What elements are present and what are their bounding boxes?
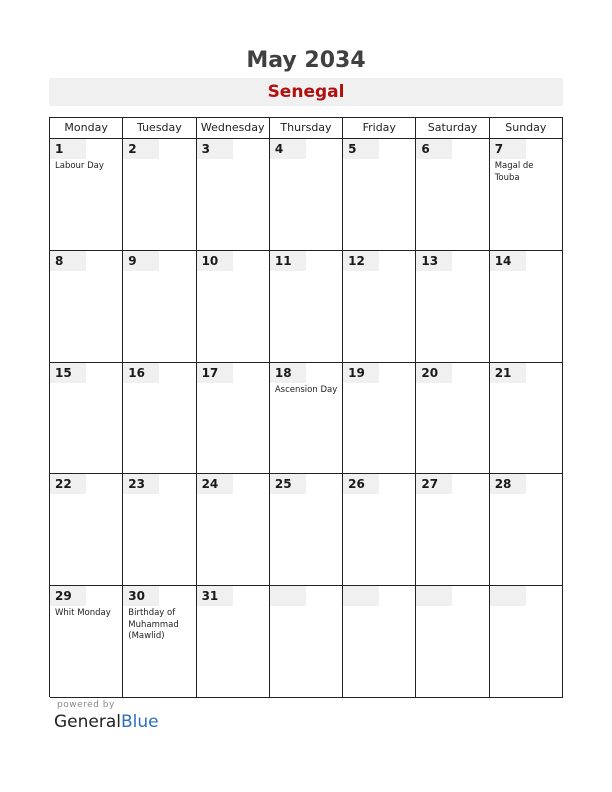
day-number: 2: [123, 139, 159, 159]
weekday-header: Saturday: [416, 118, 489, 139]
day-number: 11: [270, 251, 306, 271]
day-number: 23: [123, 474, 159, 494]
day-cell[interactable]: [123, 474, 196, 586]
day-cell[interactable]: [343, 586, 416, 698]
day-number: 8: [50, 251, 86, 271]
day-number: 28: [490, 474, 526, 494]
day-number: [270, 586, 306, 606]
day-cell[interactable]: [343, 251, 416, 363]
day-cell[interactable]: [416, 363, 489, 475]
weekday-header: Sunday: [490, 118, 563, 139]
week-row: [50, 139, 563, 251]
day-cell[interactable]: [123, 139, 196, 251]
day-cell[interactable]: [416, 586, 489, 698]
day-cell[interactable]: [416, 474, 489, 586]
day-cell[interactable]: [197, 139, 270, 251]
holiday-label: Birthday of Muhammad (Mawlid): [128, 608, 179, 642]
day-cell[interactable]: [50, 251, 123, 363]
day-number: 3: [197, 139, 233, 159]
day-number: 5: [343, 139, 379, 159]
day-cell[interactable]: [490, 586, 563, 698]
day-cell[interactable]: [490, 363, 563, 475]
country-band: [49, 78, 563, 106]
powered-by-label: powered by: [57, 700, 115, 710]
day-number: 9: [123, 251, 159, 271]
day-number: 18: [270, 363, 306, 383]
day-number: 1: [50, 139, 86, 159]
weekday-header: Wednesday: [197, 118, 270, 139]
day-cell[interactable]: [490, 474, 563, 586]
weekday-header: Monday: [50, 118, 123, 139]
day-cell[interactable]: [197, 474, 270, 586]
holiday-label: Ascension Day: [274, 384, 338, 395]
day-cell[interactable]: [270, 586, 343, 698]
day-number: 27: [416, 474, 452, 494]
day-number: 12: [343, 251, 379, 271]
generalblue-logo[interactable]: [54, 712, 159, 732]
day-number: 15: [50, 363, 86, 383]
weekday-header: Thursday: [270, 118, 343, 139]
day-number: 26: [343, 474, 379, 494]
brand-general: General: [54, 712, 121, 732]
day-number: 16: [123, 363, 159, 383]
weekday-header: Friday: [343, 118, 416, 139]
day-number: 29: [50, 586, 86, 606]
day-number: 7: [490, 139, 526, 159]
day-cell[interactable]: [490, 251, 563, 363]
day-number: 21: [490, 363, 526, 383]
day-cell[interactable]: [197, 251, 270, 363]
weekday-header-row: [50, 118, 563, 139]
day-cell[interactable]: [123, 363, 196, 475]
calendar-grid: [49, 117, 563, 697]
brand-blue: Blue: [121, 712, 159, 732]
holiday-label: Labour Day: [55, 161, 104, 171]
day-number: 13: [416, 251, 452, 271]
day-number: 30: [123, 586, 159, 606]
day-number: [490, 586, 526, 606]
day-cell[interactable]: [270, 363, 343, 475]
day-cell[interactable]: [123, 586, 196, 698]
day-cell[interactable]: [197, 586, 270, 698]
day-number: 22: [50, 474, 86, 494]
day-cell[interactable]: [343, 474, 416, 586]
day-cell[interactable]: [416, 139, 489, 251]
day-cell[interactable]: [50, 139, 123, 251]
week-row: [50, 363, 563, 475]
day-number: 14: [490, 251, 526, 271]
day-number: 6: [416, 139, 452, 159]
day-number: 25: [270, 474, 306, 494]
day-cell[interactable]: [343, 363, 416, 475]
weekday-header: Tuesday: [123, 118, 196, 139]
week-row: [50, 474, 563, 586]
day-cell[interactable]: [50, 586, 123, 698]
holiday-label: Magal de Touba: [494, 161, 534, 183]
day-number: [343, 586, 379, 606]
day-cell[interactable]: [50, 363, 123, 475]
day-number: 20: [416, 363, 452, 383]
day-cell[interactable]: [270, 251, 343, 363]
day-cell[interactable]: [416, 251, 489, 363]
day-cell[interactable]: [123, 251, 196, 363]
country-name: Senegal: [267, 82, 345, 102]
week-row: [50, 251, 563, 363]
day-cell[interactable]: [343, 139, 416, 251]
calendar-title: May 2034: [246, 48, 366, 73]
day-cell[interactable]: [197, 363, 270, 475]
day-cell[interactable]: [270, 474, 343, 586]
day-number: 17: [197, 363, 233, 383]
week-row: [50, 586, 563, 698]
day-number: [416, 586, 452, 606]
day-number: 4: [270, 139, 306, 159]
day-cell[interactable]: [270, 139, 343, 251]
day-cell[interactable]: [50, 474, 123, 586]
day-number: 19: [343, 363, 379, 383]
day-number: 31: [197, 586, 233, 606]
day-number: 10: [197, 251, 233, 271]
holiday-label: Whit Monday: [55, 608, 111, 619]
day-cell[interactable]: [490, 139, 563, 251]
day-number: 24: [197, 474, 233, 494]
